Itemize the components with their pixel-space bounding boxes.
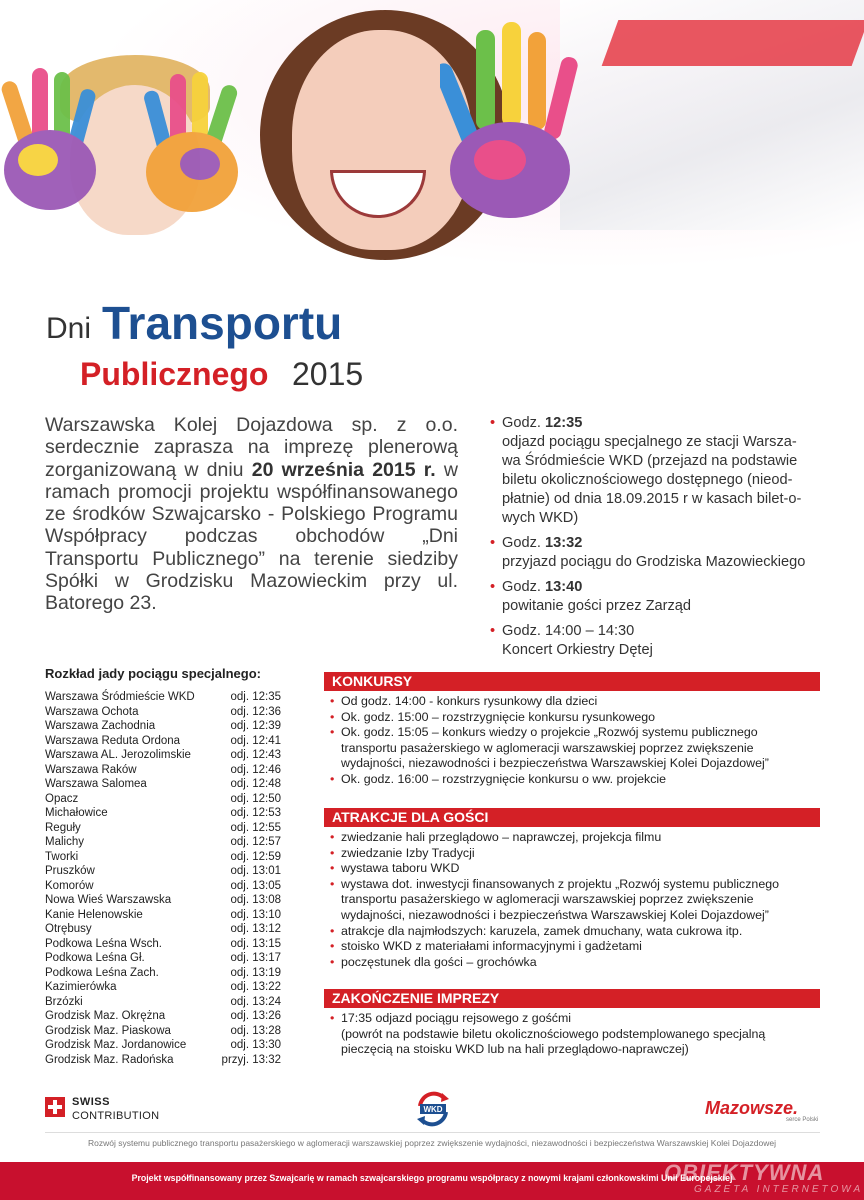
list-item xyxy=(330,939,820,955)
station-name: Warszawa Raków xyxy=(45,763,137,776)
departure-time: odj. 12:36 xyxy=(230,705,281,718)
timetable-row xyxy=(45,1038,281,1053)
child-painted-hands xyxy=(0,60,250,260)
section-list xyxy=(324,1008,820,1058)
list-item xyxy=(330,861,820,877)
list-item-line: • Ok. godz. 15:00 – rozstrzygnięcie konkursu rysunkowego xyxy=(341,709,656,724)
station-name: Brzózki xyxy=(45,995,83,1008)
timetable-row xyxy=(45,792,281,807)
list-item-line: transportu pasażerskiego w aglomeracji warszawskiej poprzez zwiększenie xyxy=(341,892,754,907)
list-item xyxy=(330,955,820,971)
station-name: Warszawa Zachodnia xyxy=(45,720,156,732)
station-name: Grodzisk Maz. Okrężna xyxy=(45,1010,166,1022)
station-name: Tworki xyxy=(45,850,79,863)
station-name: Michałowice xyxy=(45,807,108,819)
list-item-line: • atrakcje dla najmłodszych: karuzela, zamek dmuchany, wata cukrowa itp. xyxy=(341,923,743,938)
list-item xyxy=(330,877,820,924)
left-hand xyxy=(0,68,97,210)
event-desc-line: wych WKD) xyxy=(502,510,579,526)
title-transportu: Transportu xyxy=(102,297,343,349)
station-name: Podkowa Leśna Zach. xyxy=(45,966,159,979)
list-item-line: wydajności, niezawodności i bezpieczeństwa Warszawskiej Kolei Dojazdowej” xyxy=(341,907,769,922)
departure-time: odj. 12:41 xyxy=(230,734,281,747)
timetable-row xyxy=(45,1024,281,1039)
timetable-row xyxy=(45,1009,281,1024)
departure-time: odj. 12:48 xyxy=(230,778,281,790)
station-name: Otrębusy xyxy=(45,923,92,935)
timetable-row xyxy=(45,821,281,836)
departure-time: odj. 13:28 xyxy=(230,1024,281,1037)
section-list xyxy=(324,691,820,788)
timetable-row xyxy=(45,966,281,981)
intro-text-before: Warszawska Kolej Dojazdowa sp. z o.o. serdecznie zaprasza na imprezę plenerową zorganizowaną w dniu xyxy=(45,414,458,481)
intro-paragraph xyxy=(45,414,458,615)
station-name: Podkowa Leśna Gł. xyxy=(45,952,145,964)
list-item xyxy=(330,846,820,862)
list-item-line: (powrót na podstawie biletu okolicznościowego podstemplowanego specjalną xyxy=(341,1026,766,1041)
timetable-row xyxy=(45,937,281,952)
station-name: Grodzisk Maz. Jordanowice xyxy=(45,1039,187,1051)
departure-time: odj. 12:59 xyxy=(230,850,281,863)
station-name: Grodzisk Maz. Radońska xyxy=(45,1053,174,1066)
wkd-logo-text: WKD xyxy=(423,1105,443,1114)
list-item-line: • stoisko WKD z materiałami informacyjnymi i gadżetami xyxy=(341,939,642,954)
event-desc-line: przyjazd pociągu do Grodziska Mazowieckiego xyxy=(502,554,806,570)
list-item-line: • wystawa dot. inwestycji finansowanych z projektu „Rozwój systemu publicznego xyxy=(341,876,779,891)
list-item-line: • 17:35 odjazd pociągu rejsowego z gośćmi xyxy=(341,1011,572,1025)
timetable xyxy=(45,690,281,1067)
departure-time: przyj. 13:32 xyxy=(221,1053,281,1066)
title-publicznego: Publicznego xyxy=(80,356,269,392)
section-heading: KONKURSY xyxy=(324,672,820,691)
departure-time: odj. 12:57 xyxy=(230,836,281,848)
event-desc-line: Koncert Orkiestry Dętej xyxy=(502,642,653,658)
title-dni: Dni xyxy=(46,312,92,345)
list-item-line: • wystawa taboru WKD xyxy=(341,861,460,876)
station-name: Komorów xyxy=(45,879,94,892)
train-stripe xyxy=(602,20,864,66)
station-name: Warszawa Salomea xyxy=(45,778,147,790)
timetable-row xyxy=(45,1053,281,1068)
list-item-line: • Ok. godz. 16:00 – rozstrzygnięcie konkursu o ww. projekcie xyxy=(341,771,667,786)
hero-photo xyxy=(0,0,864,300)
station-name: Nowa Wieś Warszawska xyxy=(45,894,172,906)
timetable-row xyxy=(45,763,281,778)
departure-time: odj. 13:24 xyxy=(230,995,281,1008)
station-name: Opacz xyxy=(45,792,79,805)
station-name: Grodzisk Maz. Piaskowa xyxy=(45,1024,171,1037)
station-name: Pruszków xyxy=(45,865,95,877)
event-desc-line: biletu okolicznościowego dostępnego (nieod- xyxy=(502,472,793,488)
list-item xyxy=(330,830,820,846)
list-item-line: • poczęstunek dla gości – grochówka xyxy=(341,954,537,969)
list-item xyxy=(330,725,820,772)
list-item-line: pieczęcią na stoisku WKD lub na hali przeglądowo-naprawczej) xyxy=(341,1042,689,1057)
list-item xyxy=(330,1011,820,1058)
departure-time: odj. 12:35 xyxy=(230,691,281,703)
departure-time: odj. 12:46 xyxy=(230,763,281,776)
station-name: Podkowa Leśna Wsch. xyxy=(45,937,162,950)
timetable-row xyxy=(45,835,281,850)
watermark-obiektywna: OBIEKTYWNA xyxy=(664,1160,825,1185)
wkd-logo xyxy=(414,1090,452,1128)
departure-time: odj. 13:08 xyxy=(230,894,281,906)
station-name: Warszawa Reduta Ordona xyxy=(45,734,181,747)
departure-time: odj. 12:50 xyxy=(230,792,281,805)
timetable-row xyxy=(45,690,281,705)
station-name: Malichy xyxy=(45,836,84,848)
list-item xyxy=(330,710,820,726)
funding-statement: Projekt współfinansowany przez Szwajcarię w ramach szwajcarskiego programu współpracy z nowymi krajami członkowskimi Unii Europejskiej xyxy=(131,1173,733,1183)
list-item-line: • zwiedzanie hali przeglądowo – naprawczej, projekcja filmu xyxy=(341,830,662,844)
watermark-gazeta: GAZETA INTERNETOWA xyxy=(694,1184,864,1195)
section-konkursy xyxy=(324,672,820,788)
timetable-row xyxy=(45,922,281,937)
timetable-row xyxy=(45,850,281,865)
station-name: Warszawa Śródmieście WKD xyxy=(45,691,195,703)
station-name: Kazimierówka xyxy=(45,981,117,993)
departure-time: odj. 13:19 xyxy=(230,966,281,979)
station-name: Warszawa Ochota xyxy=(45,705,139,718)
departure-time: odj. 13:17 xyxy=(230,952,281,964)
departure-time: odj. 13:15 xyxy=(230,937,281,950)
list-item-line: transportu pasażerskiego w aglomeracji warszawskiej poprzez zwiększenie xyxy=(341,740,754,755)
event-time: Godz. 14:00 – 14:30 xyxy=(502,623,635,639)
departure-time: odj. 13:05 xyxy=(230,879,281,892)
timetable-row xyxy=(45,777,281,792)
section-zakonczenie xyxy=(324,989,820,1058)
station-name: Warszawa AL. Jerozolimskie xyxy=(45,749,191,761)
departure-time: odj. 13:22 xyxy=(230,981,281,993)
timetable-row xyxy=(45,719,281,734)
event-time: Godz. 13:32 xyxy=(502,535,583,551)
right-hand xyxy=(143,72,240,212)
mazowsze-logo: Mazowsze. xyxy=(705,1098,799,1118)
event-desc-line: odjazd pociągu specjalnego ze stacji Warsza- xyxy=(502,434,797,450)
swiss-contribution-logo-line2: CONTRIBUTION xyxy=(72,1110,160,1122)
list-item-line: • zwiedzanie Izby Tradycji xyxy=(341,845,475,860)
event-item xyxy=(490,622,820,660)
list-item-line: • Ok. godz. 15:05 – konkurs wiedzy o projekcie „Rozwój systemu publicznego xyxy=(341,725,758,740)
timetable-row xyxy=(45,748,281,763)
station-name: Reguły xyxy=(45,821,81,834)
intro-text-after: w ramach promocji projektu współfinansowanego ze środków Szwajcarsko - Polskiego Programu Współpracy podczas obchodów „Dni Transportu Publicznego” na terenie siedziby Spółki w Grodzisku Mazowieckim przy ul. Batorego 23. xyxy=(45,458,459,615)
departure-time: odj. 13:30 xyxy=(230,1039,281,1051)
footer-divider xyxy=(45,1132,820,1133)
swiss-cross-icon xyxy=(45,1097,65,1117)
timetable-row xyxy=(45,705,281,720)
woman-painted-hand xyxy=(440,20,590,230)
departure-time: odj. 12:39 xyxy=(230,720,281,732)
departure-time: odj. 12:53 xyxy=(230,807,281,819)
departure-time: odj. 13:01 xyxy=(230,865,281,877)
station-name: Kanie Helenowskie xyxy=(45,908,143,921)
section-atrakcje xyxy=(324,808,820,970)
timetable-row xyxy=(45,734,281,749)
list-item-line: • Od godz. 14:00 - konkurs rysunkowy dla dzieci xyxy=(341,694,598,708)
list-item xyxy=(330,694,820,710)
list-item-line: wydajności, niezawodności i bezpieczeństwa Warszawskiej Kolei Dojazdowej” xyxy=(341,756,769,771)
timetable-row xyxy=(45,893,281,908)
event-time: Godz. 13:40 xyxy=(502,579,583,595)
departure-time: odj. 13:10 xyxy=(230,908,281,921)
departure-time: odj. 13:26 xyxy=(230,1010,281,1022)
departure-time: odj. 12:43 xyxy=(230,749,281,761)
event-schedule xyxy=(490,414,820,666)
swiss-contribution-logo-line1: SWISS xyxy=(72,1096,110,1108)
event-item xyxy=(490,414,820,528)
timetable-row xyxy=(45,879,281,894)
event-item xyxy=(490,534,820,572)
timetable-row xyxy=(45,951,281,966)
timetable-row xyxy=(45,995,281,1010)
list-item xyxy=(330,924,820,940)
event-time: Godz. 12:35 xyxy=(502,415,583,431)
section-heading: ZAKOŃCZENIE IMPREZY xyxy=(324,989,820,1008)
timetable-row xyxy=(45,980,281,995)
event-desc-line: powitanie gości przez Zarząd xyxy=(502,598,691,614)
event-item xyxy=(490,578,820,616)
departure-time: odj. 12:55 xyxy=(230,821,281,834)
section-list xyxy=(324,827,820,970)
timetable-row xyxy=(45,864,281,879)
event-desc-line: płatnie) od dnia 18.09.2015 r w kasach bilet-o- xyxy=(502,491,802,507)
departure-time: odj. 13:12 xyxy=(230,923,281,935)
list-item xyxy=(330,772,820,788)
title-year: 2015 xyxy=(292,356,364,392)
event-date: 20 września 2015 r. xyxy=(251,458,436,481)
mazowsze-tagline: serce Polski xyxy=(786,1117,819,1123)
project-description: Rozwój systemu publicznego transportu pasażerskiego w aglomeracji warszawskiej poprzez zwiększenie wydajności, niezawodności i bezpieczeństwa Warszawskiej Kolei Dojazdowej xyxy=(87,1138,777,1148)
timetable-row xyxy=(45,908,281,923)
event-desc-line: wa Śródmieście WKD (przejazd na podstawie xyxy=(502,453,798,469)
section-heading: ATRAKCJE DLA GOŚCI xyxy=(324,808,820,827)
timetable-row xyxy=(45,806,281,821)
timetable-title: Rozkład jady pociągu specjalnego: xyxy=(45,666,261,681)
